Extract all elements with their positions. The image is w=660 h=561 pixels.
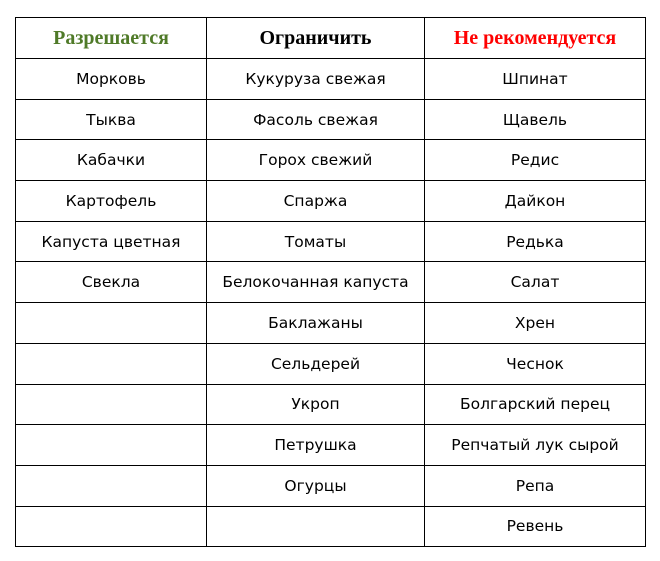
cell-limit: Кукуруза свежая — [207, 59, 425, 100]
cell-not-recommended: Шпинат — [425, 59, 646, 100]
cell-limit: Горох свежий — [207, 140, 425, 181]
header-limit: Ограничить — [207, 18, 425, 59]
cell-not-recommended: Щавель — [425, 99, 646, 140]
table-row — [16, 59, 646, 100]
cell-not-recommended: Репчатый лук сырой — [425, 425, 646, 466]
header-allowed: Разрешается — [16, 18, 207, 59]
table-row — [16, 181, 646, 222]
header-not-recommended: Не рекомендуется — [425, 18, 646, 59]
table-row — [16, 465, 646, 506]
cell-allowed — [16, 343, 207, 384]
cell-allowed: Морковь — [16, 59, 207, 100]
cell-not-recommended: Хрен — [425, 303, 646, 344]
table-row — [16, 99, 646, 140]
cell-allowed: Капуста цветная — [16, 221, 207, 262]
cell-limit: Спаржа — [207, 181, 425, 222]
cell-limit: Томаты — [207, 221, 425, 262]
cell-not-recommended: Ревень — [425, 506, 646, 547]
table-row — [16, 221, 646, 262]
cell-not-recommended: Дайкон — [425, 181, 646, 222]
cell-allowed: Свекла — [16, 262, 207, 303]
cell-allowed — [16, 303, 207, 344]
cell-limit: Сельдерей — [207, 343, 425, 384]
cell-allowed — [16, 425, 207, 466]
header-row — [16, 18, 646, 59]
table-row — [16, 425, 646, 466]
cell-not-recommended: Редька — [425, 221, 646, 262]
cell-not-recommended: Репа — [425, 465, 646, 506]
cell-allowed: Картофель — [16, 181, 207, 222]
table-row — [16, 303, 646, 344]
vegetables-table — [15, 17, 646, 547]
cell-limit: Укроп — [207, 384, 425, 425]
cell-limit — [207, 506, 425, 547]
cell-not-recommended: Редис — [425, 140, 646, 181]
table-row — [16, 343, 646, 384]
cell-allowed — [16, 384, 207, 425]
table-row — [16, 506, 646, 547]
table-body — [16, 59, 646, 547]
cell-not-recommended: Салат — [425, 262, 646, 303]
cell-limit: Белокочанная капуста — [207, 262, 425, 303]
cell-limit: Огурцы — [207, 465, 425, 506]
table-row — [16, 384, 646, 425]
cell-limit: Фасоль свежая — [207, 99, 425, 140]
cell-limit: Баклажаны — [207, 303, 425, 344]
cell-limit: Петрушка — [207, 425, 425, 466]
cell-allowed — [16, 506, 207, 547]
table-row — [16, 140, 646, 181]
cell-allowed: Тыква — [16, 99, 207, 140]
table-row — [16, 262, 646, 303]
vegetables-table-container — [15, 17, 646, 547]
cell-not-recommended: Болгарский перец — [425, 384, 646, 425]
cell-not-recommended: Чеснок — [425, 343, 646, 384]
cell-allowed — [16, 465, 207, 506]
cell-allowed: Кабачки — [16, 140, 207, 181]
